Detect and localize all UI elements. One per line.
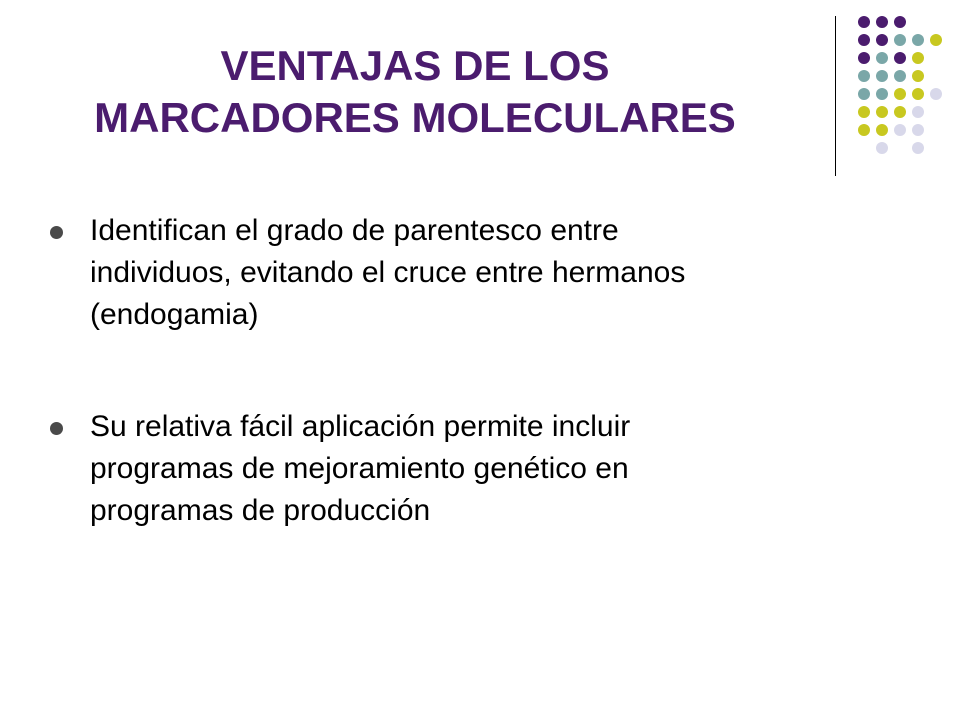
decor-dot — [894, 88, 906, 100]
title-line-1: VENTAJAS DE LOS — [220, 42, 610, 89]
bullet-line: Identifican el grado de parentesco entre — [90, 214, 619, 247]
bullet-list — [48, 210, 908, 602]
decor-dot — [894, 106, 906, 118]
decor-dot — [912, 124, 924, 136]
decor-dot — [876, 106, 888, 118]
decor-dot — [912, 88, 924, 100]
decor-dot — [876, 34, 888, 46]
decor-dot — [894, 16, 906, 28]
decor-dot — [858, 16, 870, 28]
decor-dot — [912, 70, 924, 82]
decor-dot — [876, 70, 888, 82]
decor-dot — [858, 106, 870, 118]
decor-dot — [858, 88, 870, 100]
bullet-icon — [50, 422, 63, 435]
decor-dot — [912, 142, 924, 154]
decor-dot — [930, 88, 942, 100]
bullet-line: individuos, evitando el cruce entre hermanos — [90, 256, 686, 289]
decor-dot — [894, 70, 906, 82]
bullet-text — [90, 210, 908, 336]
decor-dot — [912, 34, 924, 46]
title-line-2: MARCADORES MOLECULARES — [94, 94, 736, 141]
decor-dot — [858, 70, 870, 82]
decor-dot — [876, 88, 888, 100]
bullet-line: programas de producción — [90, 494, 431, 527]
decor-dot — [858, 34, 870, 46]
decor-dot — [894, 124, 906, 136]
bullet-line: Su relativa fácil aplicación permite incluir — [90, 410, 631, 443]
bullet-line: (endogamia) — [90, 298, 259, 331]
bullet-item — [48, 406, 908, 532]
decor-dot — [876, 16, 888, 28]
decor-dot — [894, 52, 906, 64]
decor-dot — [858, 52, 870, 64]
decor-dot — [876, 52, 888, 64]
bullet-line: programas de mejoramiento genético en — [90, 452, 629, 485]
decor-dot — [930, 34, 942, 46]
decor-dot — [912, 106, 924, 118]
decor-dot — [876, 142, 888, 154]
decor-dot — [858, 124, 870, 136]
slide-title — [20, 40, 810, 144]
decor-dot — [912, 52, 924, 64]
decor-dot — [894, 34, 906, 46]
decor-dot — [876, 124, 888, 136]
vertical-divider — [835, 16, 836, 176]
bullet-text — [90, 406, 908, 532]
bullet-item — [48, 210, 908, 336]
bullet-icon — [50, 226, 63, 239]
